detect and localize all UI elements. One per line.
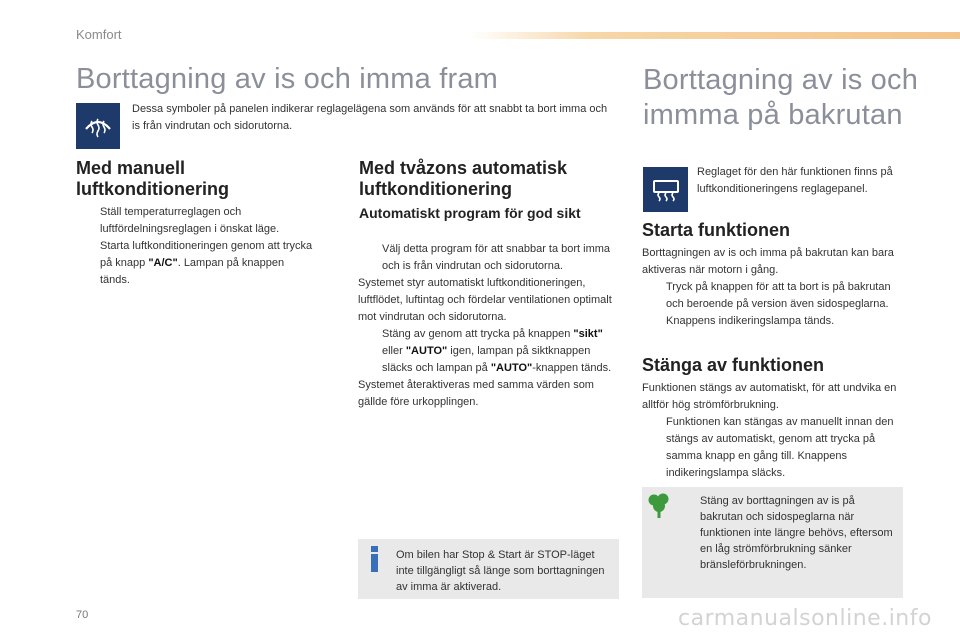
auto-ac-heading: Med tvåzons automatisk luftkonditionering <box>359 158 568 199</box>
list-item: Funktionen kan stängas av manuellt innan den stängs av automatiskt, genom att trycka på samma knapp en gång till. Knappens indikeringslampa släcks. <box>666 416 894 479</box>
info-icon <box>370 546 380 572</box>
page-number: 70 <box>76 609 89 621</box>
eco-leaf-icon <box>648 493 670 524</box>
start-function-heading: Starta funktionen <box>642 220 791 240</box>
rear-defrost-icon <box>643 167 688 212</box>
list-item: Ställ temperaturreglagen och luftfördelningsreglagen i önskat läge. <box>100 206 280 235</box>
manual-ac-heading: Med manuell luftkonditionering <box>76 158 229 199</box>
list-item: Tryck på knappen för att ta bort is på bakrutan och beroende på version även sidospeglarna. Knappens indikeringslampa tänds. <box>666 281 891 327</box>
stop-start-note <box>358 539 619 599</box>
rear-defrost-title: Borttagning av is och immma på bakrutan <box>643 64 919 131</box>
auto-ac-text <box>358 241 620 411</box>
list-item: Välj detta program för att snabbar ta bort imma och is från vindrutan och sidorutorna. <box>382 243 611 272</box>
manual-ac-steps <box>76 204 316 289</box>
start-function-text <box>642 245 904 330</box>
watermark: carmanualsonline.info <box>678 606 932 631</box>
auto-program-heading: Automatiskt program för god sikt <box>359 205 581 221</box>
stop-function-heading: Stänga av funktionen <box>642 355 825 375</box>
start-function-paragraph: Borttagningen av is och imma på bakrutan kan bara aktiveras när motorn i gång. <box>642 247 894 276</box>
eco-note-text: Stäng av borttagningen av is på bakrutan och sidospeglarna när funktionen inte längre behövs, eftersom en låg strömförbrukning sänker bränsleförbrukningen. <box>700 495 893 571</box>
list-item: Starta luftkonditioneringen genom att trycka på knapp "A/C". Lampan på knappen tänds. <box>100 240 313 286</box>
stop-function-text <box>642 380 904 482</box>
stop-start-note-text: Om bilen har Stop & Start är STOP-läget inte tillgängligt så länge som borttagningen av imma är aktiverad. <box>396 549 605 593</box>
auto-ac-paragraph: Systemet återaktiveras med samma värden som gällde före urkopplingen. <box>358 379 594 408</box>
rear-defrost-intro: Reglaget för den här funktionen finns på luftkonditioneringens reglagepanel. <box>697 166 893 195</box>
front-defrost-title: Borttagning av is och imma fram <box>76 63 499 95</box>
front-defrost-icon <box>76 103 120 149</box>
stop-function-paragraph: Funktionen stängs av automatiskt, för att undvika en alltför hög strömförbrukning. <box>642 382 897 411</box>
eco-note <box>642 487 903 598</box>
list-item: Stäng av genom att trycka på knappen "sikt" eller "AUTO" igen, lampan på siktknappen släcks och lampan på "AUTO"-knappen tänds. <box>382 328 612 374</box>
auto-ac-paragraph: Systemet styr automatiskt luftkonditioneringen, luftflödet, luftintag och fördelar ventilationen optimalt mot vindrutan och sidorutorna. <box>358 277 612 323</box>
section-label: Komfort <box>76 27 122 42</box>
front-defrost-intro: Dessa symboler på panelen indikerar reglagelägena som används för att snabbt ta bort imma och is från vindrutan och sidorutorna. <box>132 103 608 132</box>
header-accent-bar <box>470 32 960 39</box>
